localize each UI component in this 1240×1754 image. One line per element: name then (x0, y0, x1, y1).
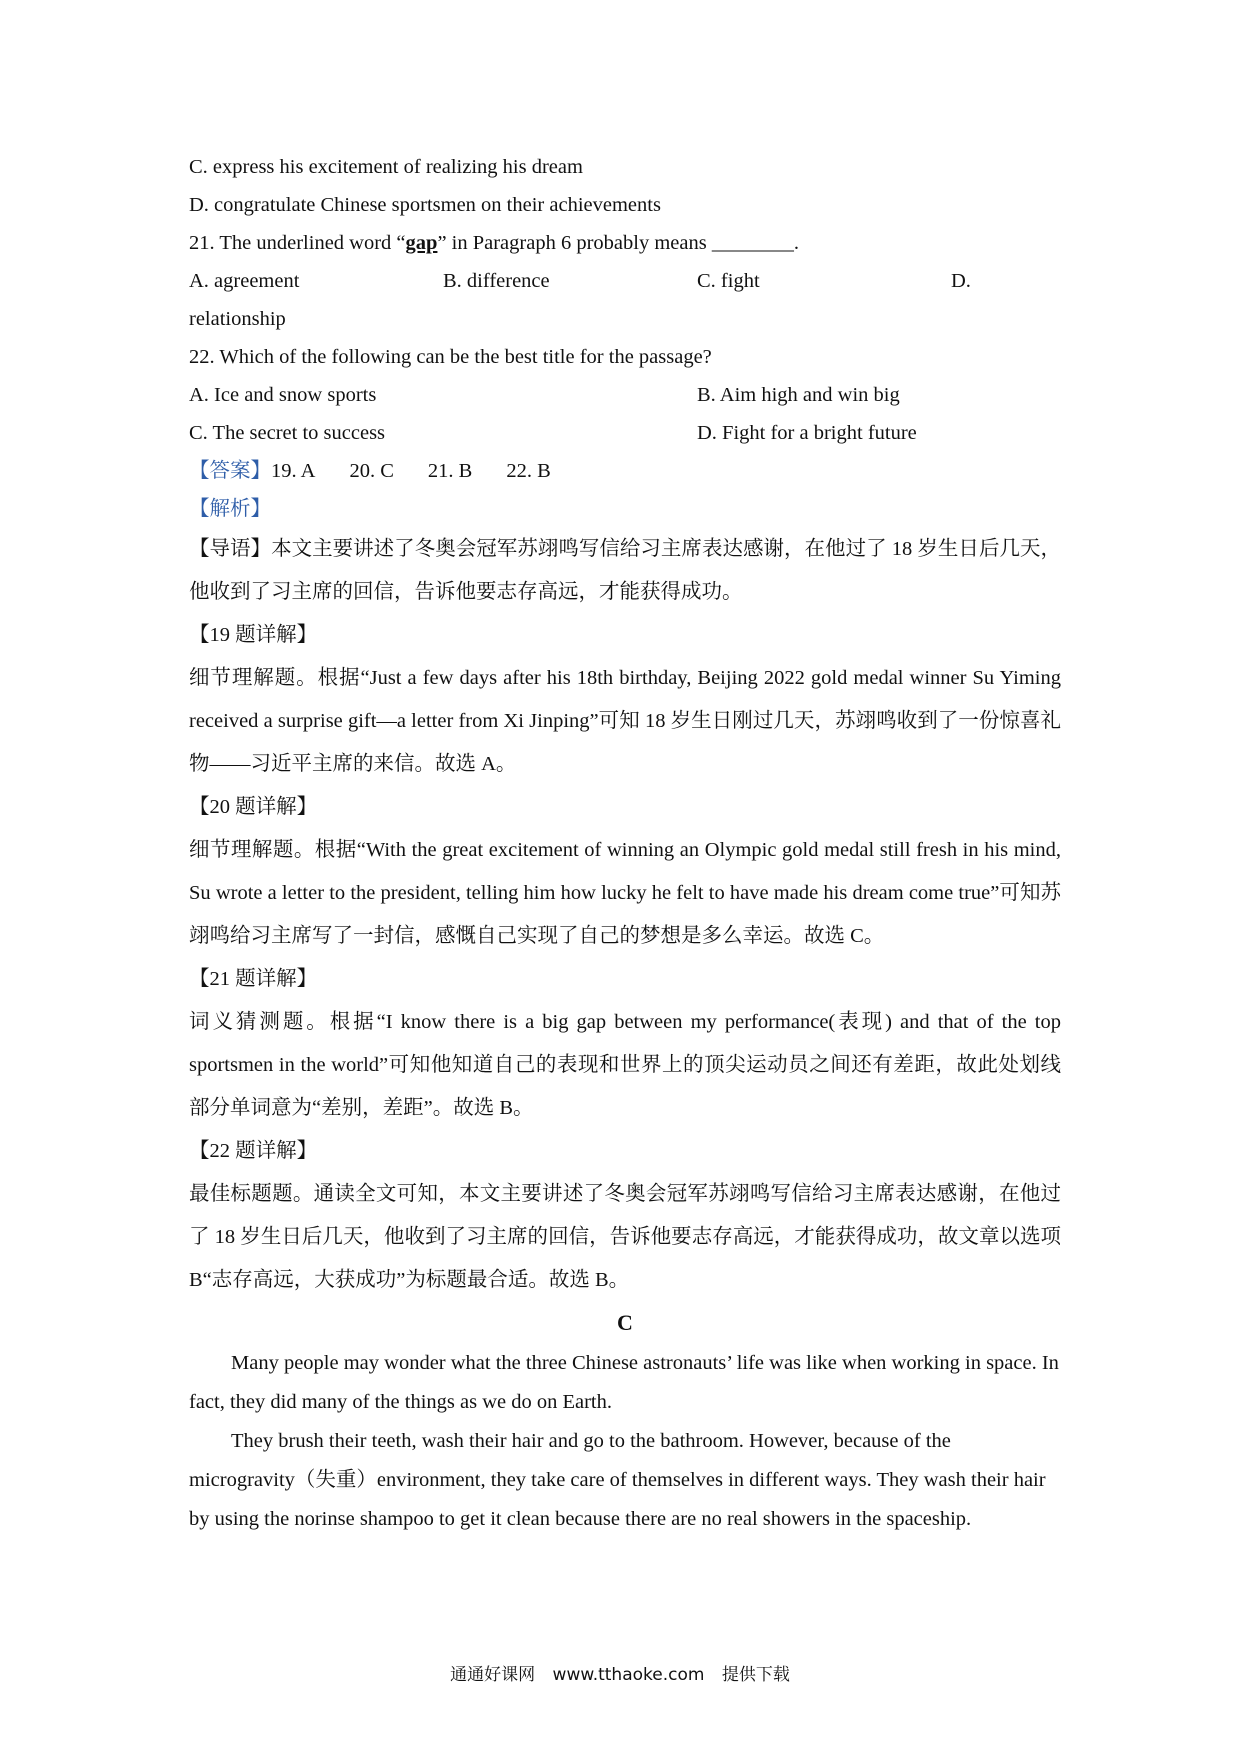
option-22-a: A. Ice and snow sports (189, 384, 377, 406)
q20-detail-label: 【20 题详解】 (189, 796, 318, 818)
answer-21: 21. B (427, 460, 473, 482)
option-21-a: A. agreement (189, 270, 300, 292)
option-22-b: B. Aim high and win big (697, 384, 900, 406)
question-22-options-row2 (189, 414, 1061, 452)
footer-note: 提供下载 (721, 1665, 790, 1685)
q21-detail-label: 【21 题详解】 (189, 968, 318, 990)
q19-detail-text: 细节理解题。根据“Just a few days after his 18th birthday, Beijing 2022 gold medal winner Su Yiming received a surprise gift—a letter from Xi Jinping”可知 18 岁生日刚过几天，苏翊鸣收到了一份惊喜礼物——习近平主席的来信。故选 A。 (189, 667, 1061, 775)
question-21-options (189, 262, 1061, 300)
question-21: 21. The underlined word “gap” in Paragraph 6 probably means ________. (189, 232, 799, 254)
q22-detail-text: 最佳标题题。通读全文可知，本文主要讲述了冬奥会冠军苏翊鸣写信给习主席表达感谢，在他过了 18 岁生日后几天，他收到了习主席的回信，告诉他要志存高远，才能获得成功，故文章以选项 B“志存高远，大获成功”为标题最合适。故选 B。 (189, 1183, 1061, 1291)
option-22-d: D. Fight for a bright future (697, 422, 917, 444)
intro-paragraph: 【导语】本文主要讲述了冬奥会冠军苏翊鸣写信给习主席表达感谢，在他过了 18 岁生日后几天，他收到了习主席的回信，告诉他要志存高远，才能获得成功。 (189, 538, 1061, 603)
answer-20: 20. C (349, 460, 394, 482)
question-22: 22. Which of the following can be the best title for the passage? (189, 346, 712, 368)
document-page (189, 148, 1061, 1539)
q22-detail-label: 【22 题详解】 (189, 1140, 318, 1162)
option-20-d: D. congratulate Chinese sportsmen on their achievements (189, 194, 661, 216)
q19-detail-label: 【19 题详解】 (189, 624, 318, 646)
q20-detail-text: 细节理解题。根据“With the great excitement of winning an Olympic gold medal still fresh in his mind, Su wrote a letter to the president, telling him how lucky he felt to have made his dream come true”可知苏翊鸣给习主席写了一封信，感慨自己实现了自己的梦想是多么幸运。故选 C。 (189, 839, 1061, 947)
option-21-d-continued: relationship (189, 308, 286, 330)
option-21-c: C. fight (697, 270, 760, 292)
answer-label: 【答案】 (189, 460, 271, 482)
option-20-c: C. express his excitement of realizing his dream (189, 156, 583, 178)
option-21-d: D. (951, 270, 971, 292)
question-22-options-row1 (189, 376, 1061, 414)
passage-paragraph-2: They brush their teeth, wash their hair and go to the bathroom. However, because of the microgravity（失重）environment, they take care of themselves in different ways. They wash their hair by using the norinse shampoo to get it clean because there are no real showers in the spaceship. (189, 1430, 1046, 1530)
section-heading: C (617, 1310, 633, 1335)
footer-site-name: 通通好课网 (450, 1665, 536, 1685)
answer-22: 22. B (506, 460, 551, 482)
page-footer (0, 1660, 1240, 1685)
q21-detail-text: 词义猜测题。根据“I know there is a big gap between my performance(表现) and that of the top sportsmen in the world”可知他知道自己的表现和世界上的顶尖运动员之间还有差距，故此处划线部分单词意为“差别，差距”。故选 B。 (189, 1011, 1061, 1119)
footer-url[interactable]: www.tthaoke.com (552, 1665, 705, 1685)
answer-19: 19. A (271, 460, 316, 482)
option-21-b: B. difference (443, 270, 550, 292)
analysis-label: 【解析】 (189, 498, 271, 520)
option-22-c: C. The secret to success (189, 422, 386, 444)
underlined-word: gap (405, 232, 438, 254)
passage-paragraph-1: Many people may wonder what the three Chinese astronauts’ life was like when working in space. In fact, they did many of the things as we do on Earth. (189, 1352, 1059, 1413)
answer-line (189, 452, 1061, 490)
